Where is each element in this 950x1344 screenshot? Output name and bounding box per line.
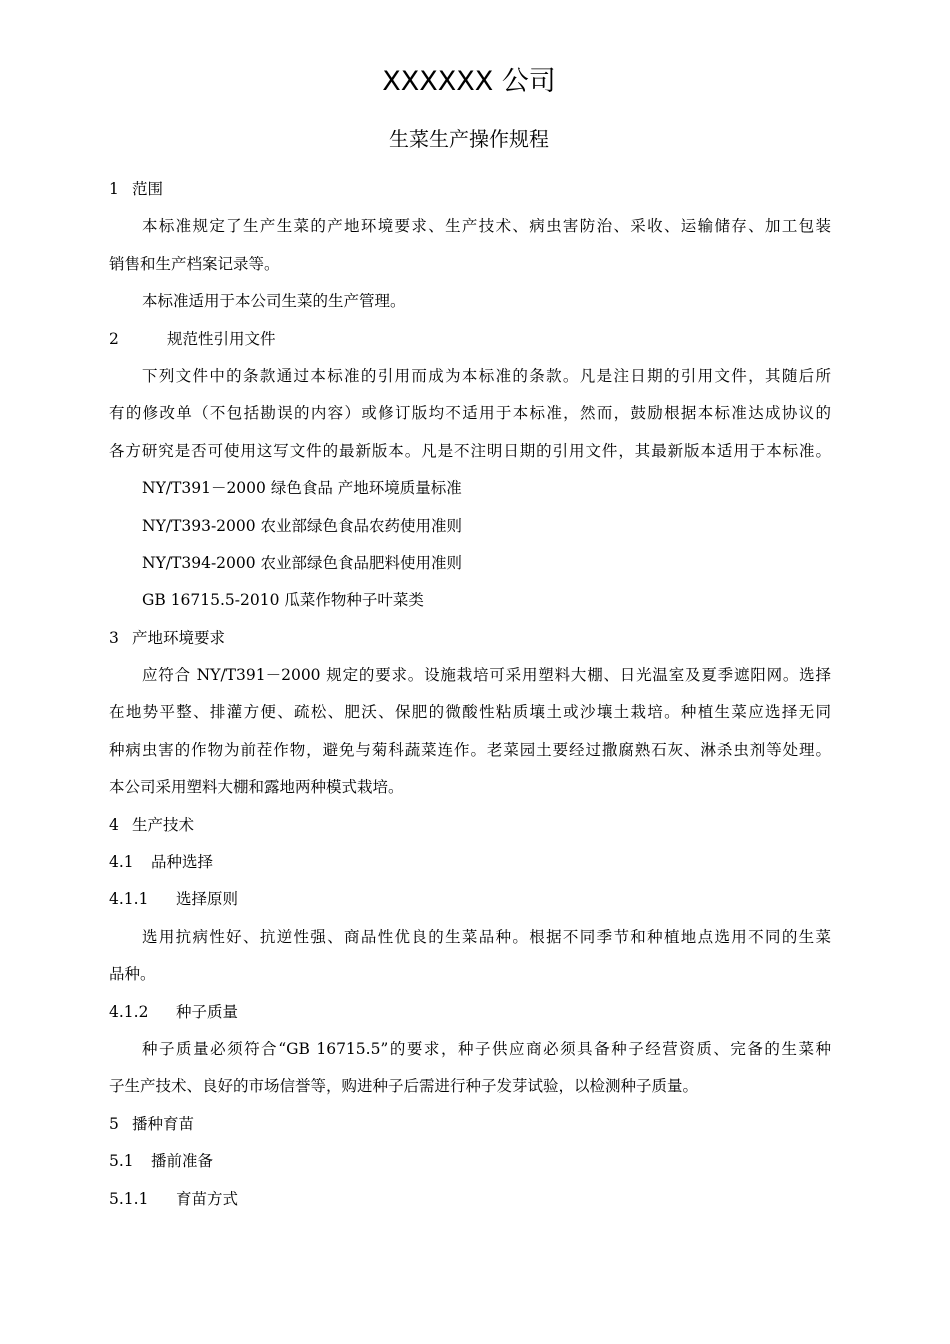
section-number: 4.1 — [109, 853, 134, 872]
paragraph-line: 本公司采用塑料大棚和露地两种模式栽培。 — [109, 778, 404, 797]
document-title: 生菜生产操作规程 — [389, 127, 549, 151]
section-title: 育苗方式 — [176, 1189, 239, 1208]
paragraph-line: NY/T391－2000 绿色食品 产地环境质量标准 — [142, 479, 462, 498]
paragraph-line: NY/T393-2000 农业部绿色食品农药使用准则 — [142, 516, 463, 535]
paragraph-line: NY/T394-2000 农业部绿色食品肥料使用准则 — [142, 553, 463, 572]
paragraph-line: 下列文件中的条款通过本标准的引用而成为本标准的条款。凡是注日期的引用文件，其随后所 — [142, 366, 831, 385]
paragraph-line: 各方研究是否可使用这写文件的最新版本。凡是不注明日期的引用文件，其最新版本适用于本标准。 — [109, 441, 831, 460]
section-title: 播种育苗 — [132, 1114, 195, 1133]
section-title: 种子质量 — [176, 1002, 239, 1021]
section-heading — [109, 1143, 831, 1180]
section-title: 范围 — [132, 180, 164, 198]
section-heading — [109, 1181, 831, 1218]
section-heading — [109, 1106, 831, 1143]
paragraph-line: 销售和生产档案记录等。 — [109, 254, 280, 273]
section-heading — [109, 321, 831, 358]
paragraph-line: 本标准规定了生产生菜的产地环境要求、生产技术、病虫害防治、采收、运输储存、加工包装 — [142, 217, 831, 236]
paragraph-line: 选用抗病性好、抗逆性强、商品性优良的生菜品种。根据不同季节和种植地点选用不同的生菜 — [142, 927, 831, 946]
section-number: 2 — [109, 329, 119, 348]
section-number: 5.1 — [109, 1152, 134, 1171]
section-heading — [109, 807, 831, 844]
section-number: 5 — [109, 1114, 119, 1133]
section-number: 5.1.1 — [109, 1189, 149, 1208]
section-number: 4.1.2 — [109, 1002, 149, 1021]
section-heading — [109, 620, 831, 657]
paragraph-line: 品种。 — [109, 965, 156, 984]
company-title: XXXXXX 公司 — [382, 66, 556, 97]
section-number: 3 — [109, 628, 119, 647]
section-heading — [109, 994, 831, 1031]
document-body — [109, 171, 831, 1218]
section-number: 1 — [109, 180, 119, 198]
section-heading — [109, 844, 831, 881]
paragraph-line: 种子质量必须符合“GB 16715.5”的要求，种子供应商必须具备种子经营资质、完备的生菜种 — [142, 1039, 831, 1058]
paragraph-line: 子生产技术、良好的市场信誉等，购进种子后需进行种子发芽试验，以检测种子质量。 — [109, 1077, 699, 1096]
paragraph-line: 本标准适用于本公司生菜的生产管理。 — [142, 292, 406, 311]
section-title: 播前准备 — [151, 1152, 214, 1171]
paragraph-line: 应符合 NY/T391－2000 规定的要求。设施栽培可采用塑料大棚、日光温室及夏季遮阳网。选择 — [142, 666, 831, 685]
paragraph-line: 种病虫害的作物为前茬作物，避免与菊科蔬菜连作。老菜园土要经过撒腐熟石灰、淋杀虫剂等处理。 — [109, 740, 831, 759]
section-title: 生产技术 — [132, 815, 195, 834]
section-title: 品种选择 — [151, 853, 214, 872]
paragraph-line: 在地势平整、排灌方便、疏松、肥沃、保肥的微酸性粘质壤土或沙壤土栽培。种植生菜应选择无同 — [109, 703, 831, 722]
paragraph-line: 有的修改单（不包括勘误的内容）或修订版均不适用于本标准，然而，鼓励根据本标准达成协议的 — [109, 404, 831, 423]
section-heading — [109, 171, 831, 208]
section-number: 4 — [109, 815, 119, 834]
section-number: 4.1.1 — [109, 890, 149, 909]
paragraph-line: GB 16715.5-2010 瓜菜作物种子叶菜类 — [142, 591, 424, 610]
section-title: 产地环境要求 — [132, 628, 226, 647]
section-heading — [109, 881, 831, 918]
section-title: 规范性引用文件 — [167, 329, 276, 348]
section-title: 选择原则 — [176, 890, 239, 909]
